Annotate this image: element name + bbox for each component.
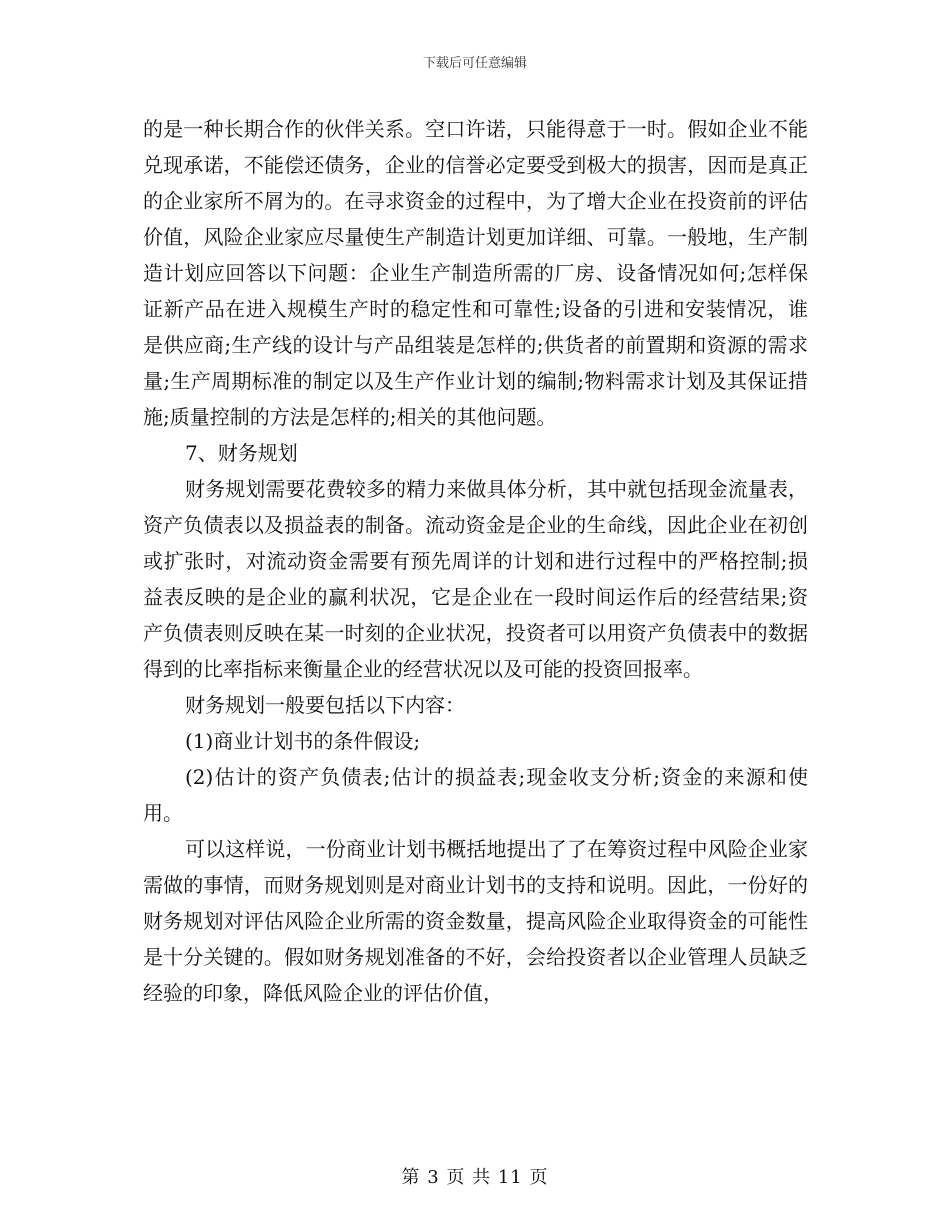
page-number: 第 3 页 共 11 页 [401,1167,549,1188]
page-header: 下载后可任意编辑 [422,56,527,71]
paragraph-continuation: 的是一种长期合作的伙伴关系。空口许诺，只能得意于一时。假如企业不能兑现承诺，不能偿还债务，企业的信誉必定要受到极大的损害，因而是真正的企业家所不屑为的。在寻求资金的过程中，为了增大企业在投资前的评估价值，风险企业家应尽量使生产制造计划更加详细、可靠。一般地，生产制造计划应回答以下问题：企业生产制造所需的厂房、设备情况如何;怎样保证新产品在进入规模生产时的稳定性和可靠性;设备的引进和安装情况，谁是供应商;生产线的设计与产品组装是怎样的;供货者的前置期和资源的需求量;生产周期标准的制定以及生产作业计划的编制;物料需求计划及其保证措施;质量控制的方法是怎样的;相关的其他问题。 [143,117,808,429]
document-body [143,111,808,1011]
list-item-1: (1)商业计划书的条件假设; [185,729,421,753]
paragraph-financial-planning: 财务规划需要花费较多的精力来做具体分析，其中就包括现金流量表，资产负债表以及损益表的制备。流动资金是企业的生命线，因此企业在初创或扩张时，对流动资金需要有预先周详的计划和进行过程中的严格控制;损益表反映的是企业的赢利状况，它是企业在一段时间运作后的经营结果;资产负债表则反映在某一时刻的企业状况，投资者可以用资产负债表中的数据得到的比率指标来衡量企业的经营状况以及可能的投资回报率。 [143,477,808,681]
paragraph-conclusion: 可以这样说，一份商业计划书概括地提出了了在筹资过程中风险企业家需做的事情，而财务规划则是对商业计划书的支持和说明。因此，一份好的财务规划对评估风险企业所需的资金数量，提高风险企业取得资金的可能性是十分关键的。假如财务规划准备的不好，会给投资者以企业管理人员缺乏经验的印象，降低风险企业的评估价值， [143,837,808,1005]
list-item-2: (2)估计的资产负债表;估计的损益表;现金收支分析;资金的来源和使用。 [143,765,808,825]
section-heading: 7、财务规划 [185,441,298,465]
paragraph-contents-intro: 财务规划一般要包括以下内容： [185,693,465,717]
